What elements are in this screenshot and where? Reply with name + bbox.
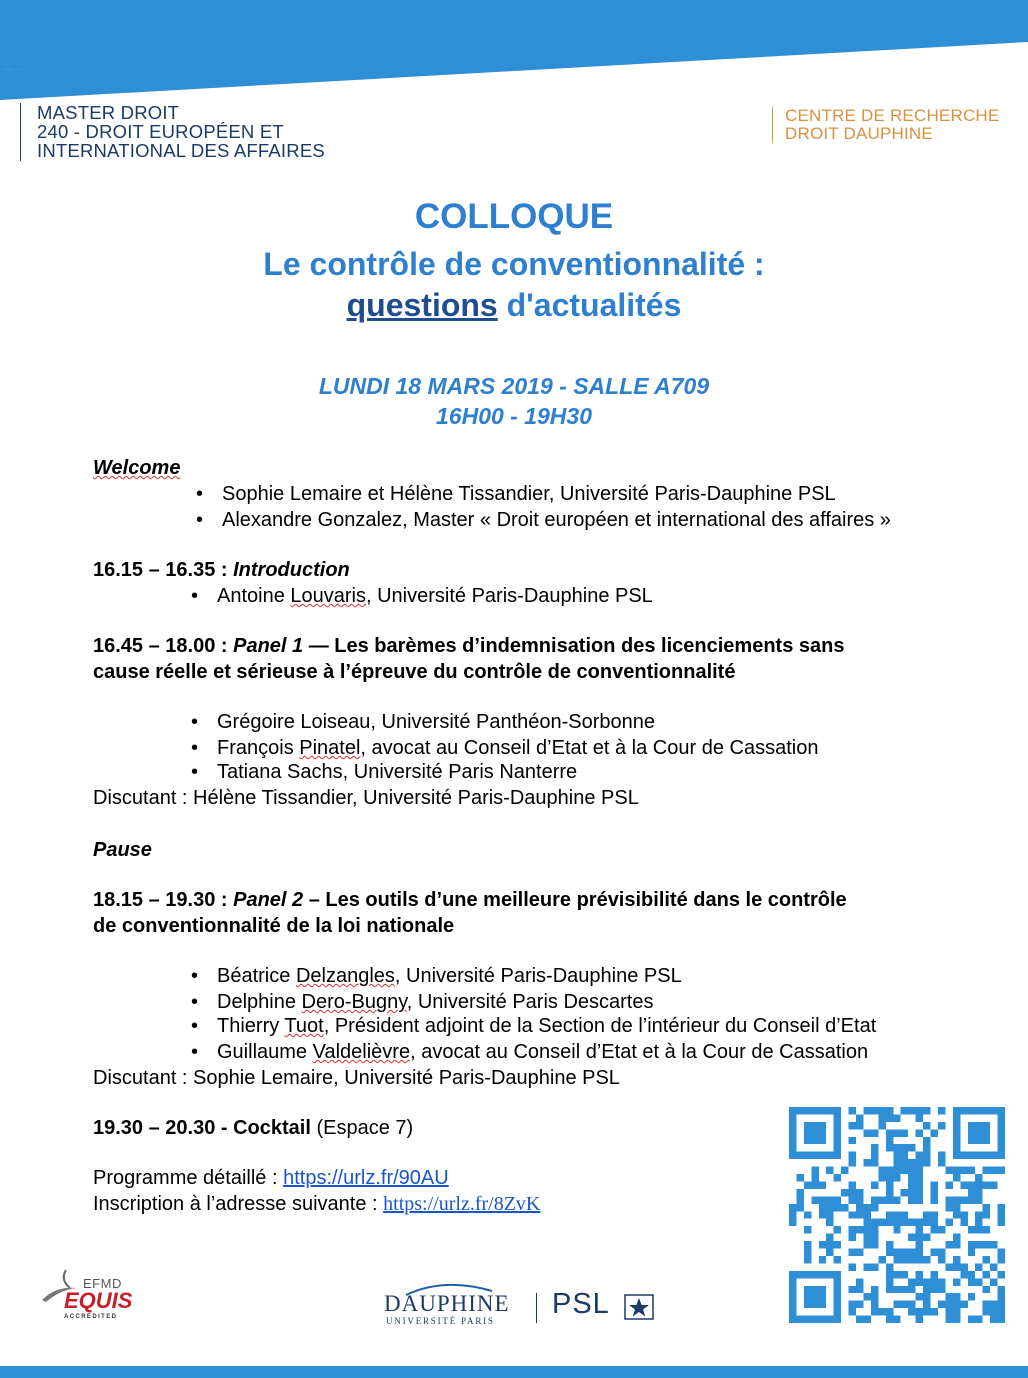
subtitle-rest: d'actualités [497,287,682,323]
header-right-line2: DROIT DAUPHINE [785,124,933,143]
panel1-heading-line2: cause réelle et sérieuse à l’épreuve du contrôle de conventionnalité [93,661,736,683]
intro-heading: 16.15 – 16.35 : Introduction [93,559,350,581]
header-left-line2: 240 - DROIT EUROPÉEN ET [37,121,284,142]
psl-star-icon [624,1294,654,1320]
panel1-speaker: • Grégoire Loiseau, Université Panthéon-Sorbonne [217,710,655,735]
panel2-heading: 18.15 – 19.30 : Panel 2 – Les outils d’une meilleure prévisibilité dans le contrôle [93,889,847,911]
welcome-item: • Alexandre Gonzalez, Master « Droit européen et international des affaires » [222,508,891,533]
event-date: LUNDI 18 MARS 2019 - SALLE A709 [318,373,710,399]
pause-label: Pause [93,839,152,861]
welcome-item: • Sophie Lemaire et Hélène Tissandier, Université Paris-Dauphine PSL [222,482,836,507]
programme-link[interactable]: https://urlz.fr/90AU [283,1167,449,1189]
intro-speaker: • Antoine Louvaris, Université Paris-Dauphine PSL [217,584,653,609]
master-droit-header [20,103,325,161]
panel2-speaker: • Béatrice Delzangles, Université Paris-Dauphine PSL [217,964,682,989]
welcome-heading: Welcome [93,457,181,479]
panel2-speaker: • Delphine Dero-Bugny, Université Paris Descartes [217,990,654,1015]
inscription-line: Inscription à l’adresse suivante : https://urlz.fr/8ZvK [93,1193,541,1215]
efmd-label: EFMD [83,1276,122,1291]
panel1-discutant: Discutant : Hélène Tissandier, Université Paris-Dauphine PSL [93,787,639,809]
qr-code[interactable] [789,1107,1005,1323]
equis-label: EQUIS [64,1288,133,1313]
panel2-heading-line2: de conventionnalité de la loi nationale [93,915,455,937]
programme-line: Programme détaillé : https://urlz.fr/90AU [93,1167,449,1189]
accredited-label: ACCREDITED [64,1314,118,1320]
header-right-line1: CENTRE DE RECHERCHE [785,106,1000,125]
centre-recherche-header [772,107,999,143]
event-hours: 16H00 - 19H30 [436,403,592,429]
cocktail-line: 19.30 – 20.30 - Cocktail (Espace 7) [93,1117,414,1139]
inscription-link[interactable]: https://urlz.fr/8ZvK [383,1193,541,1215]
panel2-speaker: • Guillaume Valdelièvre, avocat au Conseil d’Etat et à la Cour de Cassation [217,1040,868,1065]
header-left-line3: INTERNATIONAL DES AFFAIRES [37,140,325,161]
dauphine-sub-label: UNIVERSITÉ PARIS [386,1316,495,1326]
subtitle-underlined-word: questions [346,287,498,323]
subtitle-line2 [0,287,1028,324]
header-left-line1: MASTER DROIT [37,102,180,123]
top-banner [0,0,1028,100]
colloque-title: COLLOQUE [414,197,614,236]
psl-label: PSL [552,1288,610,1320]
dauphine-label: DAUPHINE [384,1291,510,1316]
logo-divider [536,1293,537,1323]
subtitle-line1: Le contrôle de conventionnalité : [263,246,765,282]
panel1-speaker: • François Pinatel, avocat au Conseil d’Etat et à la Cour de Cassation [217,736,818,761]
panel1-heading: 16.45 – 18.00 : Panel 1 — Les barèmes d’indemnisation des licenciements sans [93,635,845,657]
panel2-speaker: • Thierry Tuot, Président adjoint de la Section de l’intérieur du Conseil d’Etat [217,1014,876,1039]
equis-logo [36,1266,136,1336]
dauphine-logo [384,1285,524,1329]
panel1-speaker: • Tatiana Sachs, Université Paris Nanterre [217,760,577,785]
bottom-banner [0,1366,1028,1378]
panel2-discutant: Discutant : Sophie Lemaire, Université Paris-Dauphine PSL [93,1067,620,1089]
